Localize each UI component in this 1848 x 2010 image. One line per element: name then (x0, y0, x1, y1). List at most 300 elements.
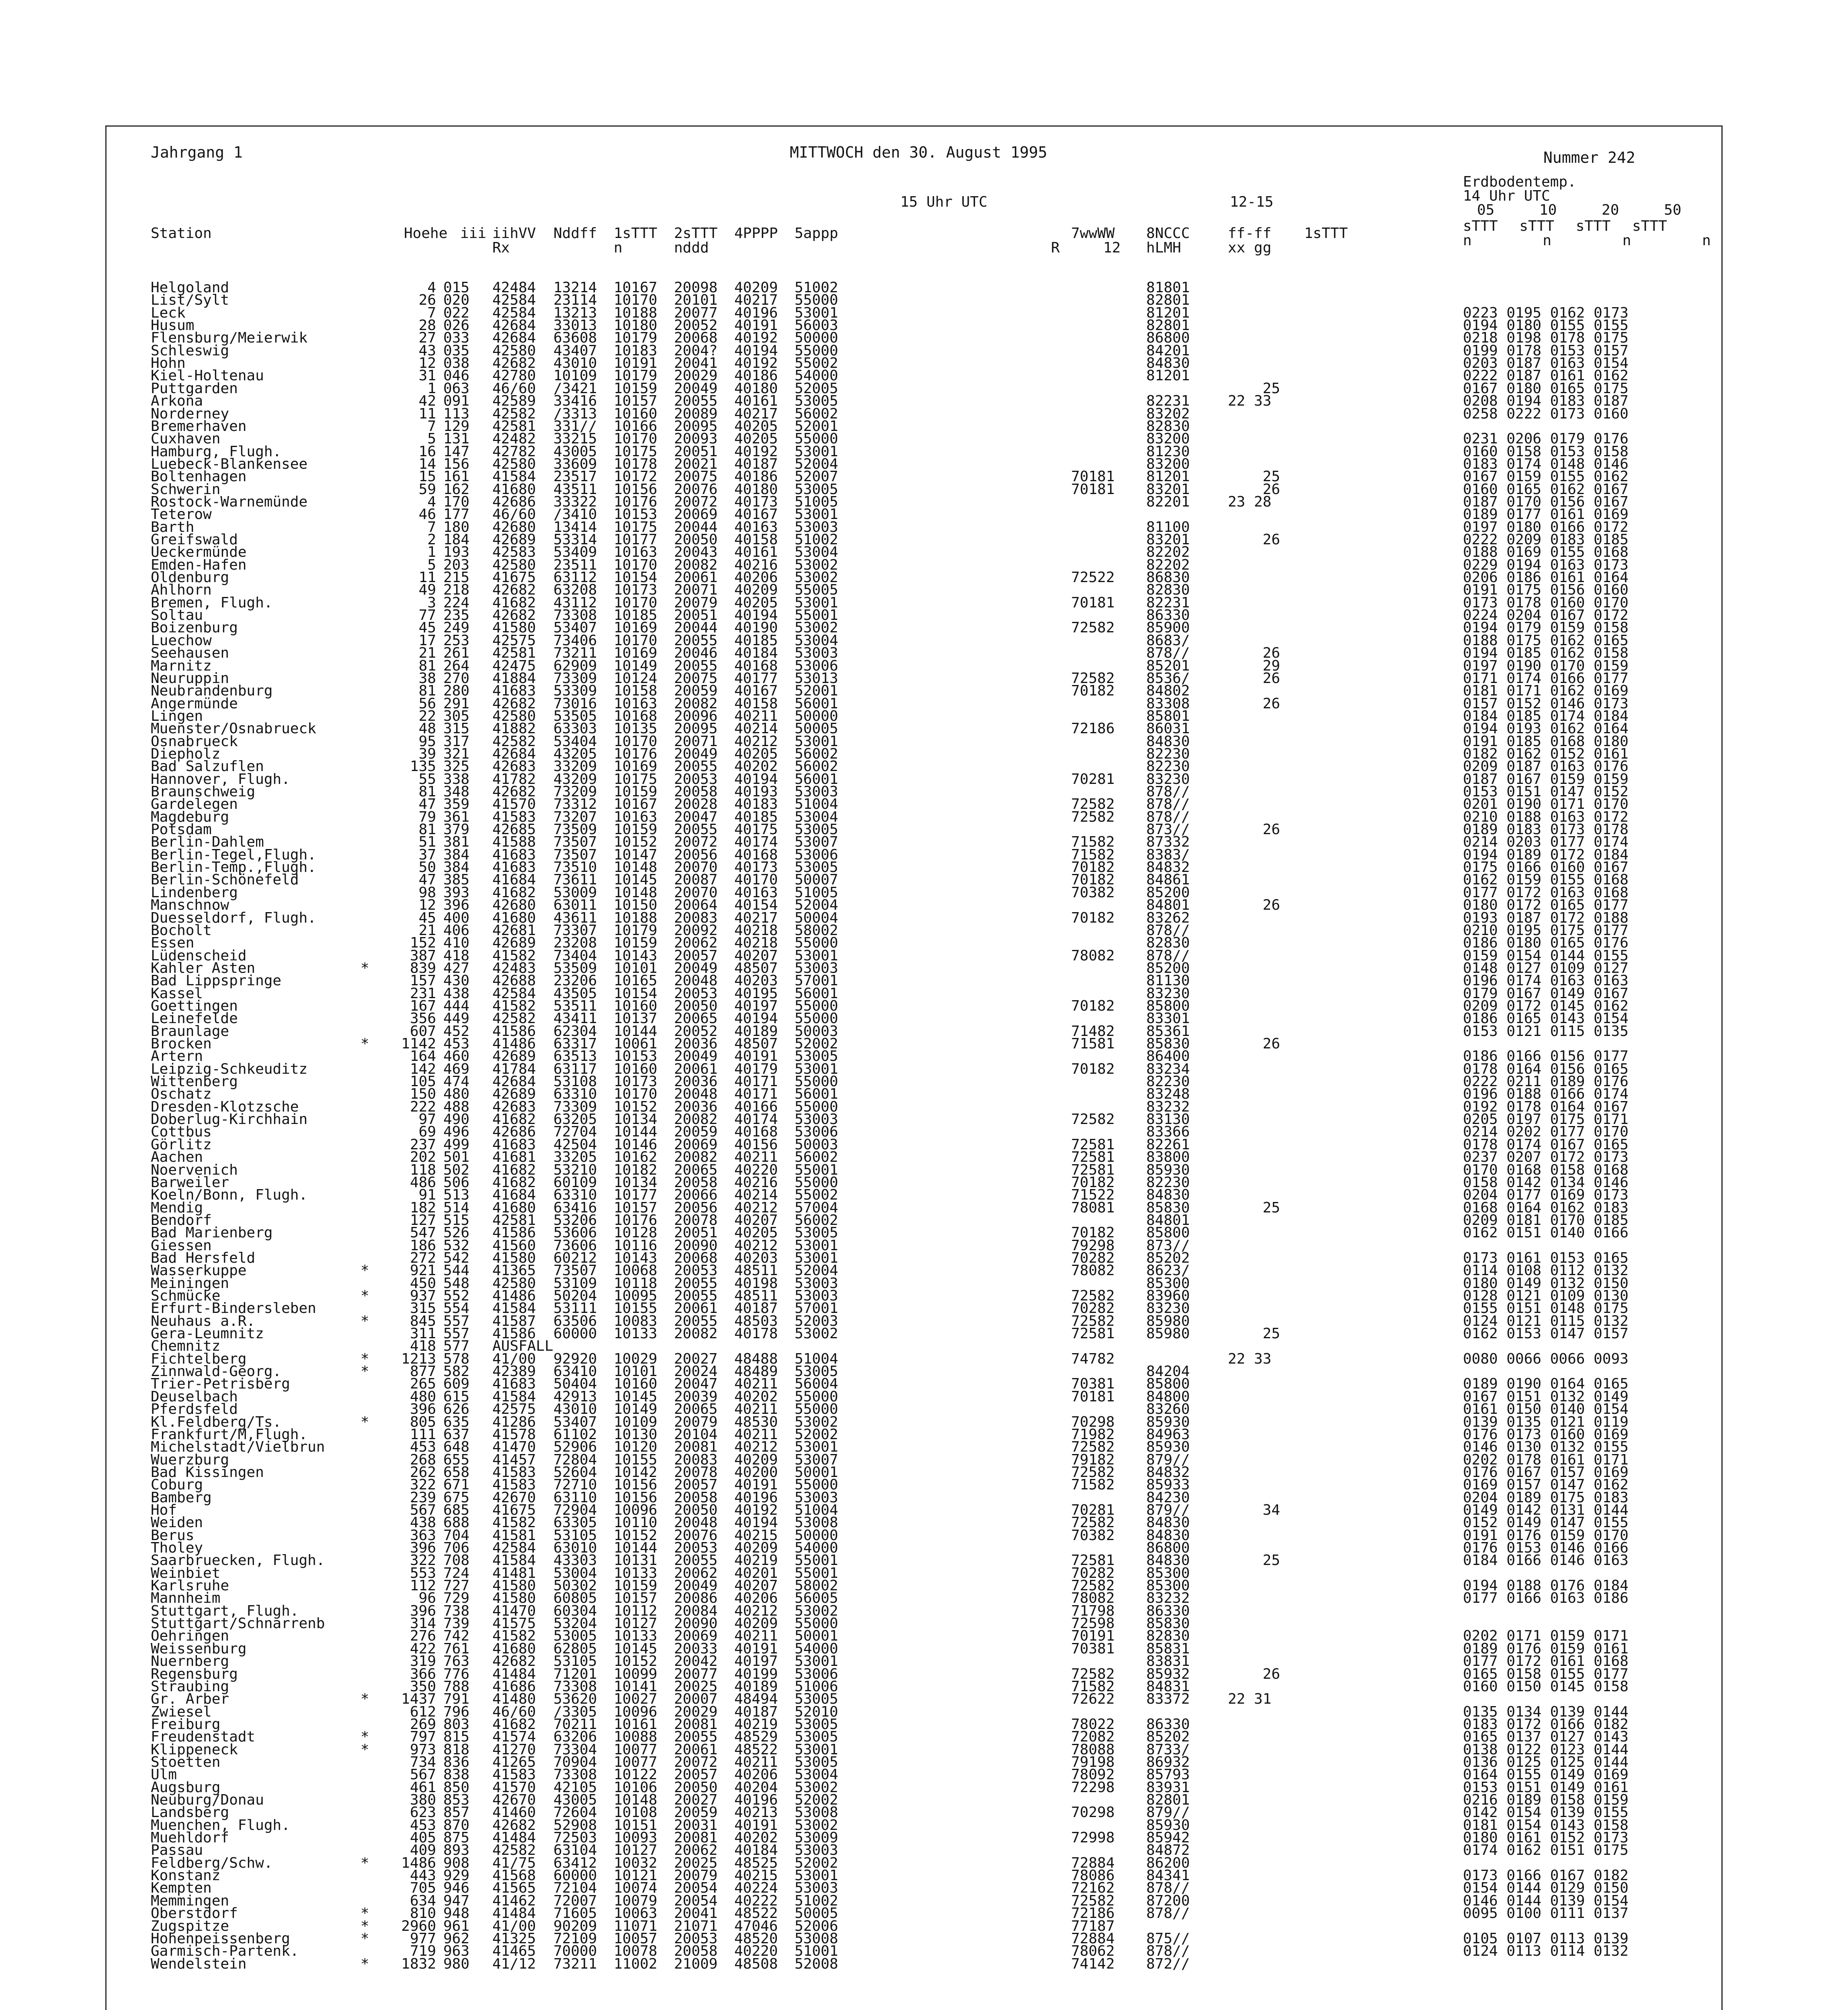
hoehe: 350 (410, 1678, 436, 1695)
iii: 761 (443, 1640, 470, 1657)
issue-date: MITTWOCH den 30. August 1995 (790, 144, 1047, 161)
hoehe: 7 (427, 418, 436, 435)
iihvv: 41586 (492, 1023, 536, 1040)
nddff: 33205 (553, 1149, 597, 1166)
station-name: Stuttgart/Schnarrenb (151, 1615, 325, 1632)
mountain-marker: * (361, 1930, 369, 1947)
bulletin-sheet (105, 125, 1723, 2010)
nddff: 23517 (553, 468, 597, 485)
station-name: Oldenburg (151, 569, 229, 586)
hoehe: 422 (410, 1640, 436, 1657)
appp: 53002 (795, 1779, 838, 1796)
t2: 20059 (674, 1124, 718, 1140)
iihvv: 41580 (492, 1577, 536, 1594)
appp: 53005 (795, 1048, 838, 1065)
station-name: Wendelstein (151, 1955, 247, 1972)
hoehe: 734 (410, 1754, 436, 1770)
nddff: 70904 (553, 1754, 597, 1770)
hoehe: 380 (410, 1792, 436, 1808)
station-name: Neuhaus a.R. (151, 1313, 256, 1329)
nddff: 33209 (553, 758, 597, 775)
wwww: 70382 (1071, 884, 1115, 901)
nccc: 878// (1146, 947, 1190, 964)
nccc: 84802 (1146, 683, 1190, 699)
t2: 20083 (674, 909, 718, 926)
nddff: 92920 (553, 1350, 597, 1367)
col-nddff: Nddff (553, 225, 597, 242)
t2: 20049 (674, 1577, 718, 1594)
hoehe: 2 (427, 531, 436, 548)
appp: 52001 (795, 418, 838, 435)
wwww: 72622 (1071, 1691, 1115, 1708)
nccc: 83200 (1146, 455, 1190, 472)
wwww: 70181 (1071, 481, 1115, 498)
nddff: 13414 (553, 519, 597, 535)
iihvv: 42584 (492, 1540, 536, 1556)
t2: 20082 (674, 556, 718, 573)
appp: 51004 (795, 1501, 838, 1518)
appp: 52007 (795, 468, 838, 485)
iihvv: 41680 (492, 909, 536, 926)
iii: 626 (443, 1401, 470, 1418)
appp: 55005 (795, 582, 838, 599)
appp: 50004 (795, 909, 838, 926)
soil-temps: 0178 0174 0167 0165 (1463, 1136, 1629, 1153)
t1: 10093 (614, 1830, 658, 1846)
nccc: 85793 (1146, 1766, 1190, 1783)
iii: 305 (443, 708, 470, 724)
soil-temps: 0196 0188 0166 0174 (1463, 1086, 1629, 1103)
appp: 55000 (795, 1073, 838, 1090)
station-name: Zwiesel (151, 1703, 212, 1720)
wwww: 70182 (1071, 859, 1115, 876)
iihvv: 42681 (492, 922, 536, 939)
station-name: Manschnow (151, 897, 229, 914)
iihvv: 41/75 (492, 1854, 536, 1871)
appp: 53003 (795, 1111, 838, 1128)
nccc: 82830 (1146, 935, 1190, 952)
iii: 162 (443, 481, 470, 498)
hoehe: 315 (410, 1300, 436, 1317)
iii: 548 (443, 1275, 470, 1292)
nddff: /3410 (553, 506, 597, 523)
hoehe: 567 (410, 1766, 436, 1783)
hoehe: 450 (410, 1275, 436, 1292)
wwww: 70298 (1071, 1804, 1115, 1821)
t1: 10144 (614, 1540, 658, 1556)
nccc: 83230 (1146, 985, 1190, 1002)
soil-temps: 0183 0172 0166 0182 (1463, 1716, 1629, 1733)
t2: 20079 (674, 1867, 718, 1884)
hoehe: 31 (418, 367, 436, 384)
appp: 53001 (795, 1653, 838, 1670)
t1: 10143 (614, 1249, 658, 1266)
t2: 20075 (674, 670, 718, 687)
nddff: 73308 (553, 1678, 597, 1695)
t2: 20081 (674, 1716, 718, 1733)
station-name: Augsburg (151, 1779, 221, 1796)
pppp: 40215 (734, 1867, 778, 1884)
t2: 20058 (674, 783, 718, 800)
hoehe: 127 (410, 1212, 436, 1229)
iihvv: 42581 (492, 645, 536, 662)
nccc: 83230 (1146, 771, 1190, 788)
col-8nccc-sub: hLMH (1146, 240, 1181, 256)
station-name: Schmücke (151, 1288, 221, 1304)
nddff: 73207 (553, 808, 597, 825)
iii: 215 (443, 569, 470, 586)
iii: 739 (443, 1615, 470, 1632)
iihvv: 41568 (492, 1867, 536, 1884)
pppp: 40205 (734, 431, 778, 447)
pppp: 40214 (734, 720, 778, 737)
station-name: Lindenberg (151, 884, 238, 901)
soil-temps: 0191 0175 0156 0160 (1463, 582, 1629, 599)
hoehe: 366 (410, 1665, 436, 1682)
soil-temps: 0183 0174 0148 0146 (1463, 455, 1629, 472)
iihvv: 42684 (492, 1073, 536, 1090)
t2: 20077 (674, 304, 718, 321)
wwww: 71798 (1071, 1602, 1115, 1619)
t2: 20082 (674, 1111, 718, 1128)
t1: 10159 (614, 821, 658, 838)
col-3sttt: 1sTTT (1304, 225, 1348, 242)
t2: 20055 (674, 393, 718, 410)
hoehe: 45 (418, 619, 436, 636)
t1: 10133 (614, 1628, 658, 1645)
nccc: 86800 (1146, 1540, 1190, 1556)
iihvv: 41565 (492, 1880, 536, 1897)
t1: 10122 (614, 1766, 658, 1783)
col-station: Station (151, 225, 212, 242)
nddff: 73406 (553, 632, 597, 649)
t2: 20021 (674, 455, 718, 472)
nccc: 85980 (1146, 1313, 1190, 1329)
iii: 180 (443, 519, 470, 535)
iii: 738 (443, 1602, 470, 1619)
pppp: 40173 (734, 493, 778, 510)
pppp: 40156 (734, 1136, 778, 1153)
station-name: Wittenberg (151, 1073, 238, 1090)
appp: 56002 (795, 745, 838, 762)
ff: 22 33 (1228, 1350, 1272, 1367)
iii: 582 (443, 1363, 470, 1380)
iihvv: 42670 (492, 1792, 536, 1808)
t1: 10155 (614, 1451, 658, 1468)
pppp: 40187 (734, 1300, 778, 1317)
iii: 963 (443, 1943, 470, 1960)
station-name: Passau (151, 1842, 203, 1859)
soil-temps: 0189 0183 0173 0178 (1463, 821, 1629, 838)
t2: 20053 (674, 771, 718, 788)
nddff: 73308 (553, 1766, 597, 1783)
nccc: 84831 (1146, 1678, 1190, 1695)
nccc: 83230 (1146, 1300, 1190, 1317)
pppp: 40192 (734, 355, 778, 372)
nccc: 8383/ (1146, 846, 1190, 863)
nccc: 85800 (1146, 1224, 1190, 1241)
iihvv: 41574 (492, 1729, 536, 1745)
nccc: 85202 (1146, 1729, 1190, 1745)
nccc: 84201 (1146, 342, 1190, 359)
station-name: Oberstdorf (151, 1905, 238, 1922)
iihvv: 42584 (492, 304, 536, 321)
t1: 10150 (614, 897, 658, 914)
nddff: 53204 (553, 1615, 597, 1632)
t1: 10128 (614, 1224, 658, 1241)
soil-temps: 0128 0121 0109 0130 (1463, 1288, 1629, 1304)
appp: 53001 (795, 1439, 838, 1456)
hoehe: 47 (418, 796, 436, 813)
nddff: 73611 (553, 872, 597, 888)
iii: 384 (443, 859, 470, 876)
t1: 10179 (614, 330, 658, 347)
station-name: Luebeck-Blankensee (151, 455, 308, 472)
appp: 53001 (795, 594, 838, 611)
hoehe: 265 (410, 1376, 436, 1393)
t1: 10183 (614, 342, 658, 359)
wwww: 72582 (1071, 796, 1115, 813)
nccc: 85980 (1146, 1325, 1190, 1342)
wwww: 72581 (1071, 1149, 1115, 1166)
nccc: 85933 (1146, 1477, 1190, 1493)
nddff: 73211 (553, 645, 597, 662)
nddff: 33609 (553, 455, 597, 472)
nccc: 878// (1146, 1905, 1190, 1922)
appp: 53002 (795, 1602, 838, 1619)
nddff: 63305 (553, 1514, 597, 1531)
station-name: Hof (151, 1501, 177, 1518)
nddff: 73016 (553, 695, 597, 712)
t2: 20052 (674, 1023, 718, 1040)
pppp: 40212 (734, 733, 778, 750)
iihvv: 42689 (492, 1048, 536, 1065)
soil-temps: 0180 0149 0132 0150 (1463, 1275, 1629, 1292)
iii: 177 (443, 506, 470, 523)
iihvv: 46/60 (492, 1703, 536, 1720)
soil-temps: 0175 0166 0160 0167 (1463, 859, 1629, 876)
station-name: Bad Hersfeld (151, 1249, 256, 1266)
nccc: 8683/ (1146, 632, 1190, 649)
iii: 321 (443, 745, 470, 762)
nddff: 73509 (553, 821, 597, 838)
nccc: 85300 (1146, 1565, 1190, 1581)
soil-temps: 0152 0149 0147 0155 (1463, 1514, 1629, 1531)
station-name: Emden-Hafen (151, 556, 247, 573)
appp: 53006 (795, 1665, 838, 1682)
nddff: 23206 (553, 972, 597, 989)
iihvv: 41582 (492, 997, 536, 1014)
t2: 20036 (674, 1098, 718, 1115)
iii: 224 (443, 594, 470, 611)
nccc: 82231 (1146, 594, 1190, 611)
nccc: 82801 (1146, 317, 1190, 334)
iihvv: AUSFALL (492, 1338, 553, 1355)
t2: 20047 (674, 808, 718, 825)
t1: 10154 (614, 985, 658, 1002)
station-name: Berlin-Temp.,Flugh. (151, 859, 316, 876)
t1: 10170 (614, 632, 658, 649)
pppp: 40185 (734, 632, 778, 649)
appp: 55001 (795, 1552, 838, 1569)
pppp: 40191 (734, 317, 778, 334)
nddff: 63506 (553, 1313, 597, 1329)
iihvv: 42682 (492, 783, 536, 800)
hoehe: 1 (427, 380, 436, 397)
pppp: 48522 (734, 1741, 778, 1758)
t2: 20070 (674, 859, 718, 876)
iihvv: 42680 (492, 519, 536, 535)
soil-temps: 0222 0209 0183 0185 (1463, 531, 1629, 548)
col-soil: sTTT sTTT sTTT sTTT (1463, 218, 1667, 234)
iihvv: 41584 (492, 468, 536, 485)
pppp: 40194 (734, 607, 778, 624)
soil-temps: 0167 0159 0155 0162 (1463, 468, 1629, 485)
pppp: 40161 (734, 544, 778, 561)
nccc: 84204 (1146, 1363, 1190, 1380)
wwww: 70282 (1071, 1300, 1115, 1317)
pppp: 40216 (734, 1174, 778, 1191)
pppp: 40212 (734, 1237, 778, 1254)
station-name: Bocholt (151, 922, 212, 939)
appp: 53003 (795, 1489, 838, 1506)
wwww: 70281 (1071, 1501, 1115, 1518)
t1: 10182 (614, 1161, 658, 1178)
ff: 29 (1262, 657, 1280, 674)
hoehe: 409 (410, 1842, 436, 1859)
t2: 20052 (674, 317, 718, 334)
t2: 20058 (674, 1489, 718, 1506)
t2: 20056 (674, 846, 718, 863)
soil-temps: 0160 0165 0162 0167 (1463, 481, 1629, 498)
station-name: Dresden-Klotzsche (151, 1098, 299, 1115)
station-name: Tholey (151, 1540, 203, 1556)
nccc: 8623/ (1146, 1262, 1190, 1279)
iii: 359 (443, 796, 470, 813)
t1: 10143 (614, 947, 658, 964)
t1: 10175 (614, 519, 658, 535)
appp: 50003 (795, 1136, 838, 1153)
nccc: 85830 (1146, 1036, 1190, 1052)
t1: 10120 (614, 1439, 658, 1456)
pppp: 40191 (734, 1048, 778, 1065)
hoehe: 387 (410, 947, 436, 964)
iihvv: 42580 (492, 708, 536, 724)
appp: 51005 (795, 493, 838, 510)
soil-temps: 0194 0185 0162 0158 (1463, 645, 1629, 662)
station-name: Saarbruecken, Flugh. (151, 1552, 325, 1569)
station-name: Duesseldorf, Flugh. (151, 909, 316, 926)
pppp: 40211 (734, 1426, 778, 1443)
iihvv: 42684 (492, 330, 536, 347)
nddff: 50204 (553, 1288, 597, 1304)
iii: 514 (443, 1199, 470, 1216)
t1: 10141 (614, 1678, 658, 1695)
soil-temps: 0194 0179 0159 0158 (1463, 619, 1629, 636)
appp: 53001 (795, 1867, 838, 1884)
t1: 10160 (614, 997, 658, 1014)
appp: 55000 (795, 1010, 838, 1027)
station-name: Bad Kissingen (151, 1464, 264, 1481)
nccc: 878// (1146, 1943, 1190, 1960)
hoehe: 47 (418, 872, 436, 888)
wwww: 78086 (1071, 1867, 1115, 1884)
wwww: 78092 (1071, 1766, 1115, 1783)
station-name: Feldberg/Schw. (151, 1854, 273, 1871)
appp: 55000 (795, 1098, 838, 1115)
col-iihvv: iihVV (492, 225, 536, 242)
hoehe: 237 (410, 1136, 436, 1153)
t2: 20025 (674, 1678, 718, 1695)
pppp: 48511 (734, 1262, 778, 1279)
soil-temps: 0153 0151 0147 0152 (1463, 783, 1629, 800)
station-name: Hohn (151, 355, 186, 372)
hoehe: 1437 (401, 1691, 436, 1708)
hoehe: 96 (418, 1590, 436, 1607)
station-name: Schwerin (151, 481, 221, 498)
nccc: 85930 (1146, 1161, 1190, 1178)
t1: 10154 (614, 569, 658, 586)
nccc: 84830 (1146, 1527, 1190, 1544)
t2: 21071 (674, 1918, 718, 1934)
nddff: 63112 (553, 569, 597, 586)
iihvv: 41584 (492, 1300, 536, 1317)
appp: 53001 (795, 443, 838, 460)
iihvv: 42685 (492, 821, 536, 838)
nccc: 82830 (1146, 418, 1190, 435)
station-name: Berus (151, 1527, 195, 1544)
nddff: 72503 (553, 1830, 597, 1846)
nccc: 86800 (1146, 330, 1190, 347)
hoehe: 42 (418, 393, 436, 410)
iihvv: 42580 (492, 455, 536, 472)
nccc: 8733/ (1146, 1741, 1190, 1758)
station-name: Brocken (151, 1036, 212, 1052)
appp: 53001 (795, 1237, 838, 1254)
t1: 10135 (614, 720, 658, 737)
iii: 554 (443, 1300, 470, 1317)
nccc: 86200 (1146, 1854, 1190, 1871)
soil-temps: 0186 0180 0165 0176 (1463, 935, 1629, 952)
station-name: Cottbus (151, 1124, 212, 1140)
hoehe: 461 (410, 1779, 436, 1796)
t1: 10096 (614, 1501, 658, 1518)
hoehe: 1213 (401, 1350, 436, 1367)
soil-temps: 0181 0171 0162 0169 (1463, 683, 1629, 699)
soil-temps: 0173 0178 0160 0170 (1463, 594, 1629, 611)
station-name: Stuttgart, Flugh. (151, 1602, 299, 1619)
ff: 25 (1262, 468, 1280, 485)
pppp: 40205 (734, 1224, 778, 1241)
hoehe: 797 (410, 1729, 436, 1745)
t2: 20024 (674, 1363, 718, 1380)
appp: 51006 (795, 1678, 838, 1695)
soil-temps: 0231 0206 0179 0176 (1463, 431, 1629, 447)
wwww: 70191 (1071, 1628, 1115, 1645)
soil-temps: 0162 0159 0155 0168 (1463, 872, 1629, 888)
hoehe: 7 (427, 304, 436, 321)
pppp: 48507 (734, 960, 778, 976)
iihvv: 41582 (492, 947, 536, 964)
soil-temps: 0193 0187 0172 0188 (1463, 909, 1629, 926)
iii: 658 (443, 1464, 470, 1481)
iii: 253 (443, 632, 470, 649)
iii: 480 (443, 1086, 470, 1103)
iihvv: 41/12 (492, 1955, 536, 1972)
hoehe: 396 (410, 1401, 436, 1418)
t2: 20062 (674, 935, 718, 952)
pppp: 40185 (734, 808, 778, 825)
